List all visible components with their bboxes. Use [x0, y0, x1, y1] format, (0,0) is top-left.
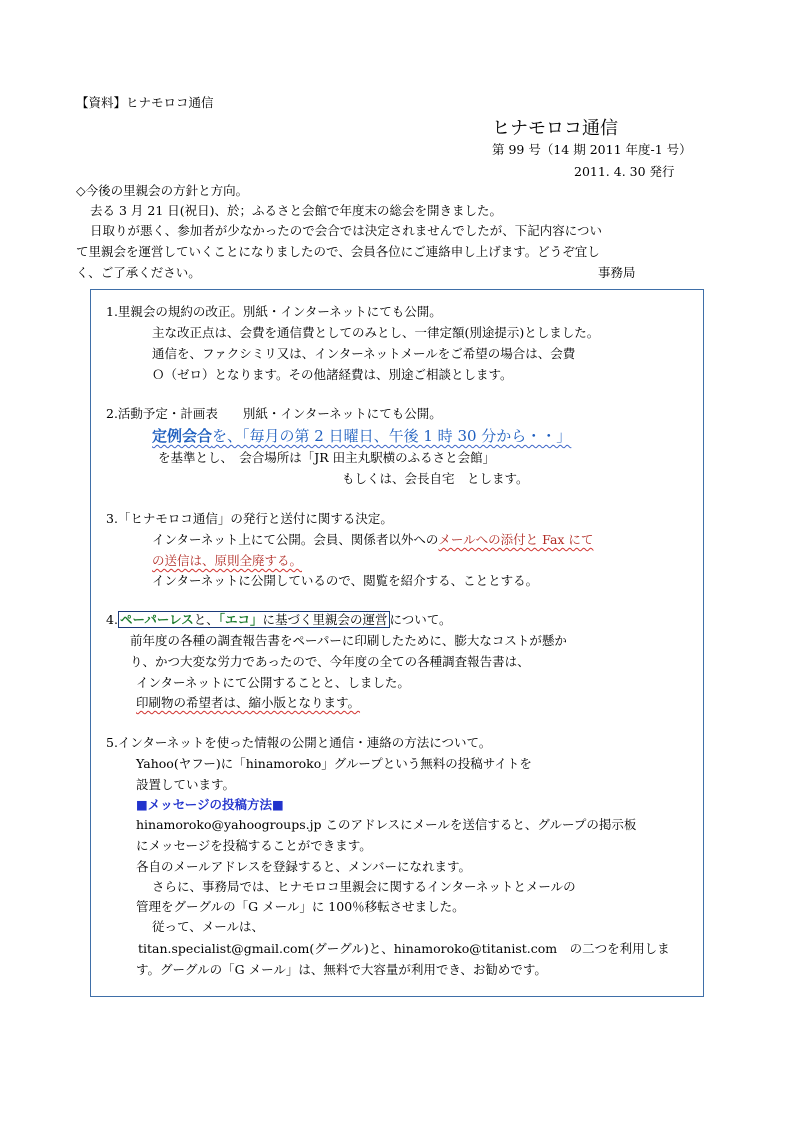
issue-date: 2011. 4. 30 発行: [574, 164, 675, 179]
intro-heading: ◇今後の里親会の方針と方向。: [76, 183, 249, 198]
section-3-title: 3.「ヒナモロコ通信」の発行と送付に関する決定。: [106, 511, 393, 526]
section-4-number: 4.: [106, 612, 118, 627]
section-4-mid-1: と、: [193, 612, 219, 627]
section-5-line-9: titan.specialist@gmail.com(グーグル)と、hinamoroko@titanist.com の二つを利用しま: [138, 941, 670, 956]
section-3-line-1-text: インターネット上にて公開。会員、関係者以外への: [152, 532, 439, 547]
section-3-abolish-text: メールへの添付と Fax にて: [438, 532, 594, 547]
section-2-title: 2.活動予定・計画表 別紙・インターネットにても公開。: [106, 406, 442, 421]
section-4-line-4: 印刷物の希望者は、縮小版となります。: [136, 695, 361, 710]
eco-text: 「エコ」: [218, 612, 263, 627]
section-5-line-4: にメッセージを投稿することができます。: [136, 838, 372, 853]
section-5-line-8: 従って、メールは、: [152, 919, 265, 934]
intro-line-3: て里親会を運営していくことになりましたので、会員各位にご連絡申し上げます。どうぞ宜し: [76, 244, 600, 259]
section-2-line-2: を基準とし、 会合場所は「JR 田主丸駅横のふるさと会館」: [158, 450, 496, 465]
section-5-line-5: 各自のメールアドレスを登録すると、メンバーになれます。: [136, 859, 472, 874]
section-4-tail: について。: [389, 612, 452, 627]
newsletter-title: ヒナモロコ通信: [492, 118, 618, 139]
section-4-mid-2: に基づく里親会の運営: [262, 612, 388, 627]
intro-line-2: 日取りが悪く、参加者が少なかったので会合では決定されませんでしたが、下記内容につい: [90, 223, 603, 238]
section-4-line-1: 前年度の各種の調査報告書をペーパーに印刷したために、膨大なコストが懸か: [130, 633, 567, 648]
regular-meeting-schedule: を、「毎月の第 2 日曜日、午後 1 時 30 分から・・」: [212, 427, 572, 445]
section-1-line-2: 通信を、ファクシミリ又は、インターネットメールをご希望の場合は、会費: [152, 346, 576, 361]
intro-signature: 事務局: [598, 265, 636, 280]
section-1-title: 1.里親会の規約の改正。別紙・インターネットにても公開。: [106, 304, 442, 319]
intro-line-4: く、ご了承ください。: [76, 265, 201, 280]
section-3-line-3: インターネットに公開しているので、閲覧を紹介する、こととする。: [152, 573, 539, 588]
section-2-line-3: もしくは、会長自宅 とします。: [342, 471, 529, 486]
issue-number: 第 99 号（14 期 2011 年度-1 号）: [492, 142, 692, 157]
regular-meeting-label: 定例会合: [152, 427, 213, 445]
document-label: 【資料】ヒナモロコ通信: [76, 95, 214, 110]
section-5-title: 5.インターネットを使った情報の公開と通信・連絡の方法について。: [106, 735, 492, 750]
section-5-line-6: さらに、事務局では、ヒナモロコ里親会に関するインターネットとメールの: [152, 879, 576, 894]
section-3-line-2: の送信は、原則全廃する。: [152, 553, 303, 568]
section-4-line-3: インターネットにて公開することと、しました。: [136, 675, 410, 690]
section-4-line-2: り、かつ大変な労力であったので、今年度の全ての各種調査報告書は、: [130, 654, 530, 669]
section-1-line-3: Ｏ（ゼロ）となります。その他諸経費は、別途ご相談とします。: [152, 367, 513, 382]
section-5-line-10: す。グーグルの「G メール」は、無料で大容量が利用でき、お勧めです。: [136, 962, 547, 977]
section-4-title: [106, 611, 452, 629]
intro-line-1: 去る 3 月 21 日(祝日)、於；ふるさと会館で年度末の総会を開きました。: [90, 203, 503, 218]
section-5-line-3: hinamoroko@yahoogroups.jp このアドレスにメールを送信すると、グループの掲示板: [136, 817, 637, 832]
section-5-line-2: 設置しています。: [136, 777, 236, 792]
paperless-text: ペーパーレス: [119, 612, 194, 627]
section-4-highlight: [118, 611, 390, 628]
section-1-line-1: 主な改正点は、会費を通信費としてのみとし、一律定額(別途提示)としました。: [152, 325, 600, 340]
section-3-line-1: [152, 531, 593, 549]
section-5-line-1: Yahoo(ヤフー)に「hinamoroko」グループという無料の投稿サイトを: [136, 756, 532, 771]
section-2-emphasis: [152, 425, 571, 448]
section-5-line-7: 管理をグーグルの「G メール」に 100％移転させました。: [136, 899, 465, 914]
message-posting-heading: ■メッセージの投稿方法■: [136, 797, 284, 812]
